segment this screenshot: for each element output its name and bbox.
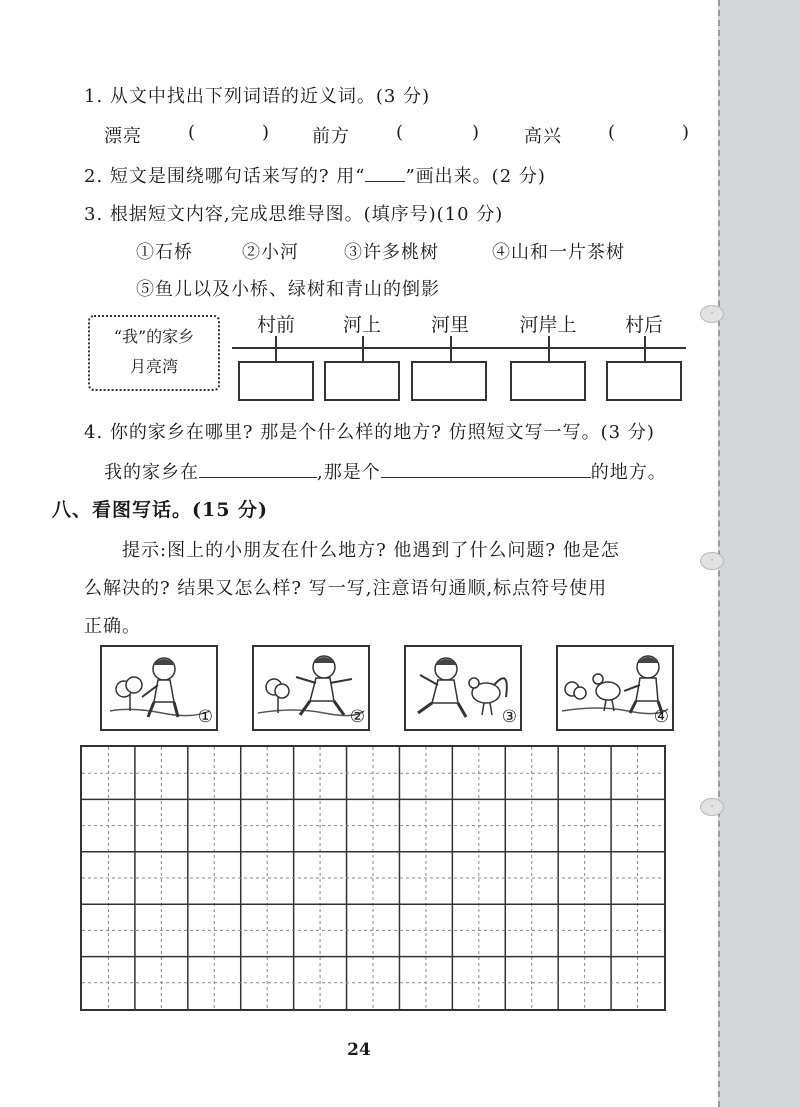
q2-title — [84, 162, 546, 188]
node-label-4: 河岸上 — [519, 314, 577, 336]
connector — [275, 336, 277, 361]
panel-number-1: ① — [197, 707, 213, 727]
q3-option-4: ④山和一片茶树 — [492, 242, 625, 263]
node-label-5: 村后 — [624, 314, 663, 336]
q1-word-3: 高兴 — [524, 126, 562, 147]
answer-box-1[interactable] — [238, 361, 314, 401]
writing-grid[interactable] — [80, 745, 666, 1011]
node-label-1: 村前 — [256, 314, 295, 336]
q4-sentence — [104, 458, 667, 484]
home-line-2: 月亮湾 — [129, 357, 178, 376]
q2-text-before: 2. 短文是围绕哪句话来写的? 用“ — [84, 166, 366, 187]
home-line-1: “我”的家乡 — [113, 327, 195, 346]
paren-close: ) — [682, 122, 691, 143]
answer-box-3[interactable] — [411, 361, 487, 401]
q3-title: 3. 根据短文内容,完成思维导图。(填序号)(10 分) — [84, 204, 504, 225]
paren-close: ) — [472, 122, 481, 143]
connector — [548, 336, 550, 361]
paren-open: ( — [608, 122, 617, 143]
margin-marker: · — [700, 552, 724, 570]
q1-word-2: 前方 — [312, 126, 350, 147]
mind-map-center — [88, 315, 220, 391]
q3-option-5: ⑤鱼儿以及小桥、绿树和青山的倒影 — [136, 279, 440, 300]
section-8-title: 八、看图写话。(15 分) — [52, 499, 269, 521]
q3-option-1: ①石桥 — [136, 242, 193, 263]
node-label-3: 河里 — [430, 314, 469, 336]
picture-panel-2 — [252, 645, 370, 731]
node-label-2: 河上 — [342, 314, 381, 336]
hint-line-1: 提示:图上的小朋友在什么地方? 他遇到了什么问题? 他是怎 — [122, 540, 620, 561]
q3-option-3: ③许多桃树 — [344, 242, 439, 263]
picture-panel-1 — [100, 645, 218, 731]
grid-lines — [82, 747, 664, 1009]
answer-box-2[interactable] — [324, 361, 400, 401]
answer-blank-2[interactable] — [381, 477, 591, 478]
panel-number-4: ④ — [653, 707, 669, 727]
q4-part-1: 我的家乡在 — [104, 462, 199, 483]
paren-open: ( — [396, 122, 405, 143]
picture-panel-4 — [556, 645, 674, 731]
binding-margin — [718, 0, 800, 1107]
panel-number-2: ② — [349, 707, 365, 727]
q1-word-1: 漂亮 — [104, 126, 142, 147]
margin-marker: · — [700, 798, 724, 816]
q3-option-2: ②小河 — [242, 242, 299, 263]
answer-box-4[interactable] — [510, 361, 586, 401]
q4-part-2: ,那是个 — [317, 462, 381, 483]
q2-text-after: ”画出来。(2 分) — [405, 166, 546, 187]
answer-blank-1[interactable] — [199, 477, 317, 478]
hint-line-2: 么解决的? 结果又怎么样? 写一写,注意语句通顺,标点符号使用 — [84, 578, 608, 599]
q1-title: 1. 从文中找出下列词语的近义词。(3 分) — [84, 86, 431, 107]
picture-panel-3 — [404, 645, 522, 731]
mind-map-line — [232, 347, 686, 349]
page-number: 24 — [347, 1040, 371, 1060]
connector — [450, 336, 452, 361]
hint-line-3: 正确。 — [84, 616, 141, 637]
q4-title: 4. 你的家乡在哪里? 那是个什么样的地方? 仿照短文写一写。(3 分) — [84, 422, 655, 443]
underline-sample — [365, 181, 405, 182]
paren-open: ( — [188, 122, 197, 143]
connector — [644, 336, 646, 361]
margin-marker: · — [700, 305, 724, 323]
q4-part-3: 的地方。 — [590, 462, 667, 483]
answer-box-5[interactable] — [606, 361, 682, 401]
panel-number-3: ③ — [501, 707, 517, 727]
connector — [362, 336, 364, 361]
paren-close: ) — [262, 122, 271, 143]
